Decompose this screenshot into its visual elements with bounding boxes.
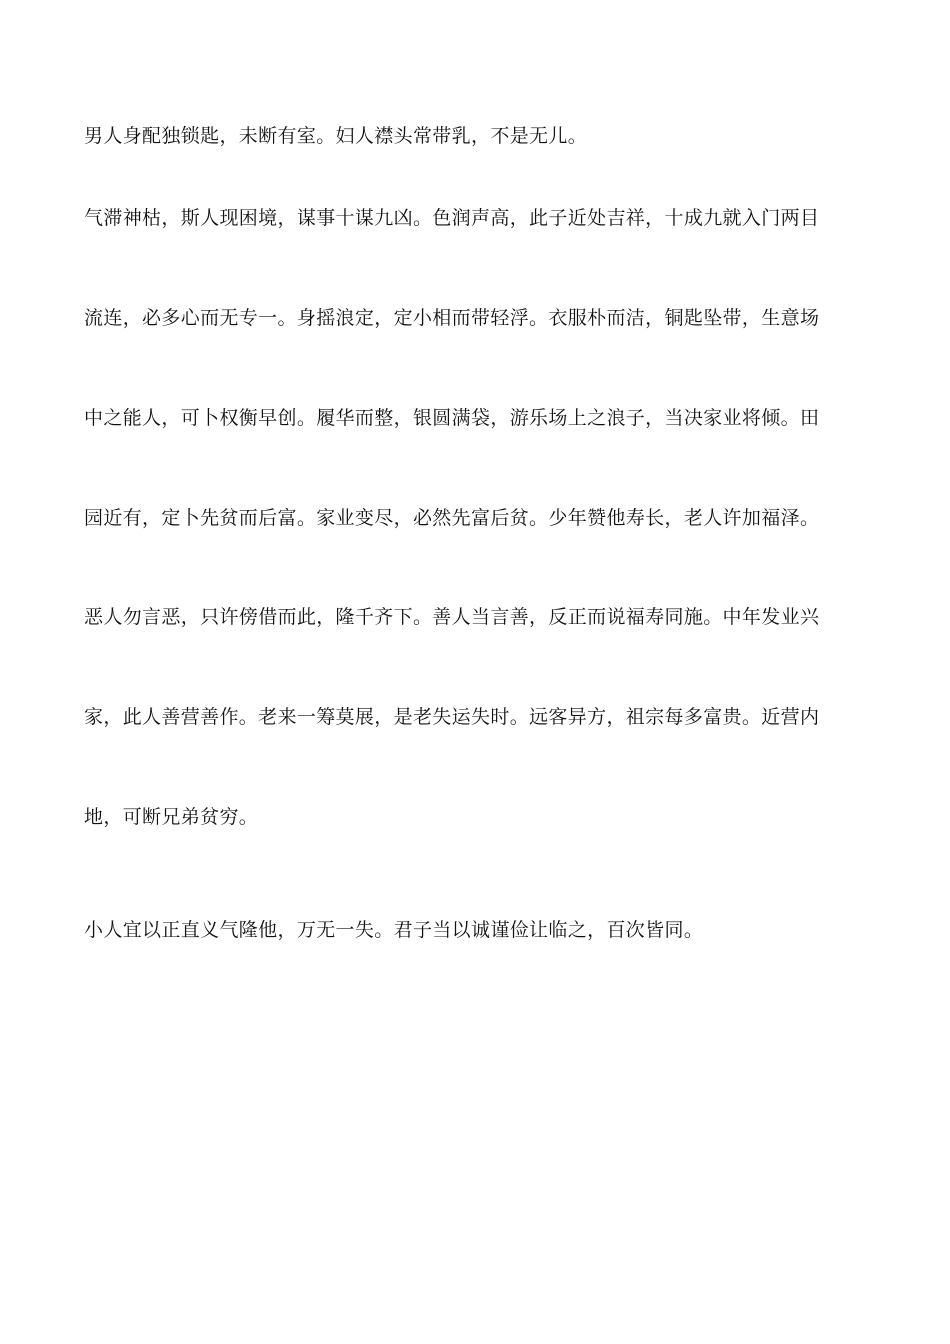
paragraph-1-line-1: 男人身配独锁匙，未断有室。妇人襟头常带乳，不是无儿。 (84, 125, 588, 147)
paragraph-3-line-1: 小人宜以正直义气隆他，万无一失。君子当以诚谨俭让临之，百次皆同。 (84, 919, 704, 941)
paragraph-2-line-7: 地，可断兄弟贫穷。 (84, 806, 259, 828)
paragraph-2-line-5: 恶人勿言恶，只许傍借而此，隆千齐下。善人当言善，反正而说福寿同施。中年发业兴 (84, 606, 820, 628)
paragraph-2-line-3: 中之能人，可卜权衡早创。履华而整，银圆满袋，游乐场上之浪子，当决家业将倾。田 (84, 407, 820, 429)
paragraph-2-line-4: 园近有，定卜先贫而后富。家业变尽，必然先富后贫。少年赞他寿长，老人许加福泽。 (84, 507, 820, 529)
paragraph-2-line-6: 家，此人善营善作。老来一筹莫展，是老失运失时。远客异方，祖宗每多富贵。近营内 (84, 706, 820, 728)
paragraph-2-line-1: 气滞神枯，斯人现困境，谋事十谋九凶。色润声高，此子近处吉祥，十成九就入门两目 (84, 207, 820, 229)
paragraph-2-line-2: 流连，必多心而无专一。身摇浪定，定小相而带轻浮。衣服朴而洁，铜匙坠带，生意场 (84, 307, 820, 329)
